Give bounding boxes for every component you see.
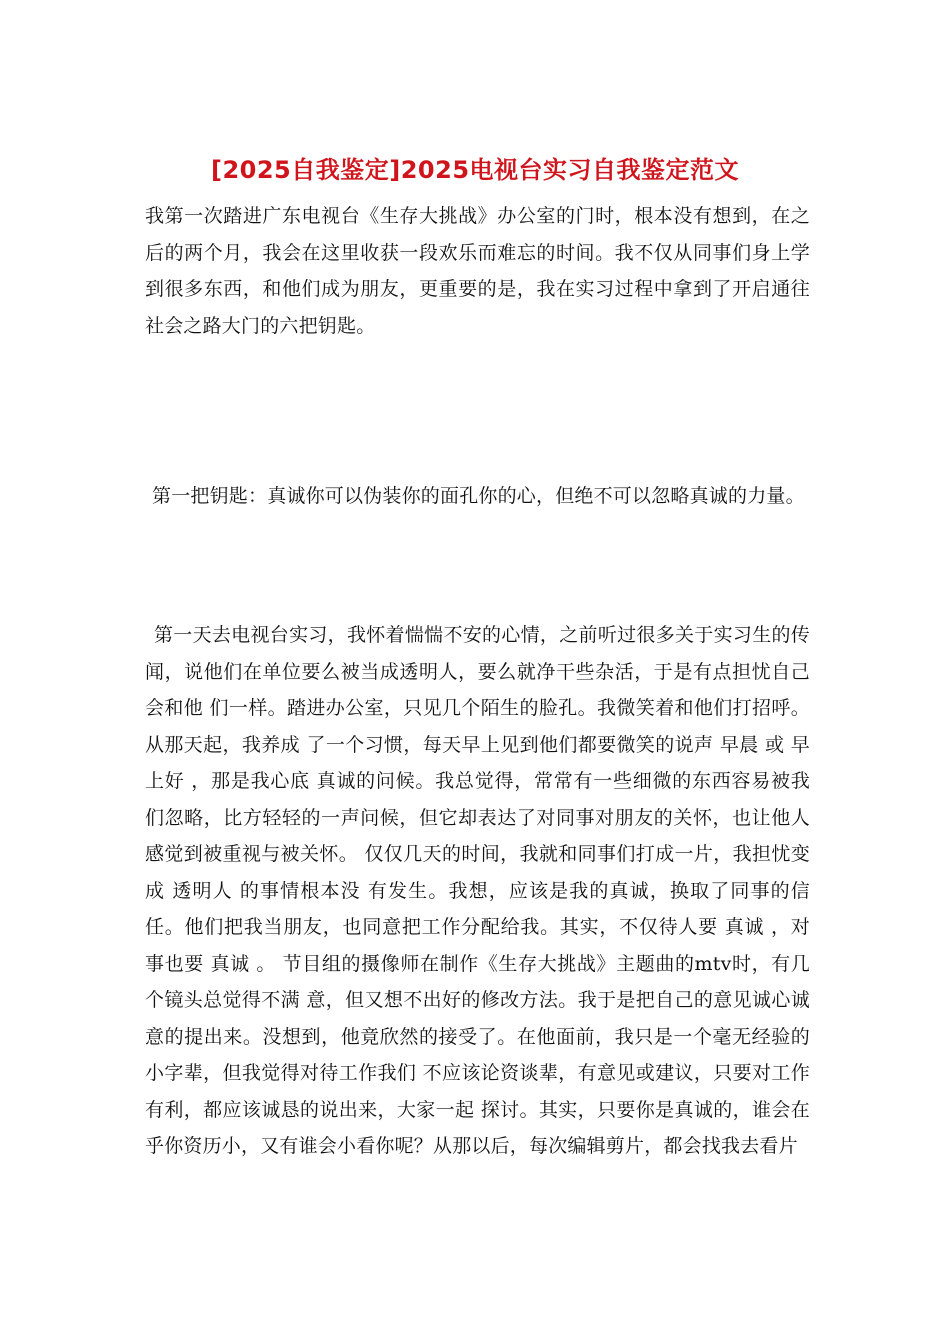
paragraph-first-key: 第一把钥匙：真诚你可以伪装你的面孔你的心，但绝不可以忽略真诚的力量。 xyxy=(152,485,805,507)
paragraph-body: 第一天去电视台实习，我怀着惴惴不安的心情，之前听过很多关于实习生的传闻，说他们在单位要么被当成透明人，要么就净干些杂活，于是有点担忧自己会和他 们一样。踏进办公室，只见几个陌生的脸孔。我微笑着和他们打招呼。从那天起，我养成 了一个习惯，每天早上见到他们都要微笑的说声 早晨 或 早上好 ，那是我心底 真诚的问候。我总觉得，常常有一些细微的东西容易被我们忽略，比方轻轻的一声问候，但它却表达了对同事对朋友的关怀，也让他人感觉到被重视与被关怀。 仅仅几天的时间，我就和同事们打成一片，我担忧变成 透明人 的事情根本没 有发生。我想，应该是我的真诚，换取了同事的信任。他们把我当朋友，也同意把工作分配给我。其实，不仅待人要 真诚 ，对事也要 真诚 。 节目组的摄像师在制作《生存大挑战》主题曲的mtv时，有几个镜头总觉得不满 意，但又想不出好的修改方法。我于是把自己的意见诚心诚意的提出来。没想到，他竟欣然的接受了。在他面前，我只是一个毫无经验的小字辈，但我觉得对待工作我们 不应该论资谈辈，有意见或建议，只要对工作有利，都应该诚恳的说出来，大家一起 探讨。其实，只要你是真诚的，谁会在乎你资历小，又有谁会小看你呢？从那以后，每次编辑剪片，都会找我去看片 xyxy=(145,624,810,1157)
paragraph-intro: 我第一次踏进广东电视台《生存大挑战》办公室的门时，根本没有想到，在之后的两个月，我会在这里收获一段欢乐而难忘的时间。我不仅从同事们身上学到很多东西，和他们成为朋友，更重要的是，我在实习过程中拿到了开启通往社会之路大门的六把钥匙。 xyxy=(145,205,810,337)
document-title: [2025自我鉴定]2025电视台实习自我鉴定范文 xyxy=(210,156,740,184)
